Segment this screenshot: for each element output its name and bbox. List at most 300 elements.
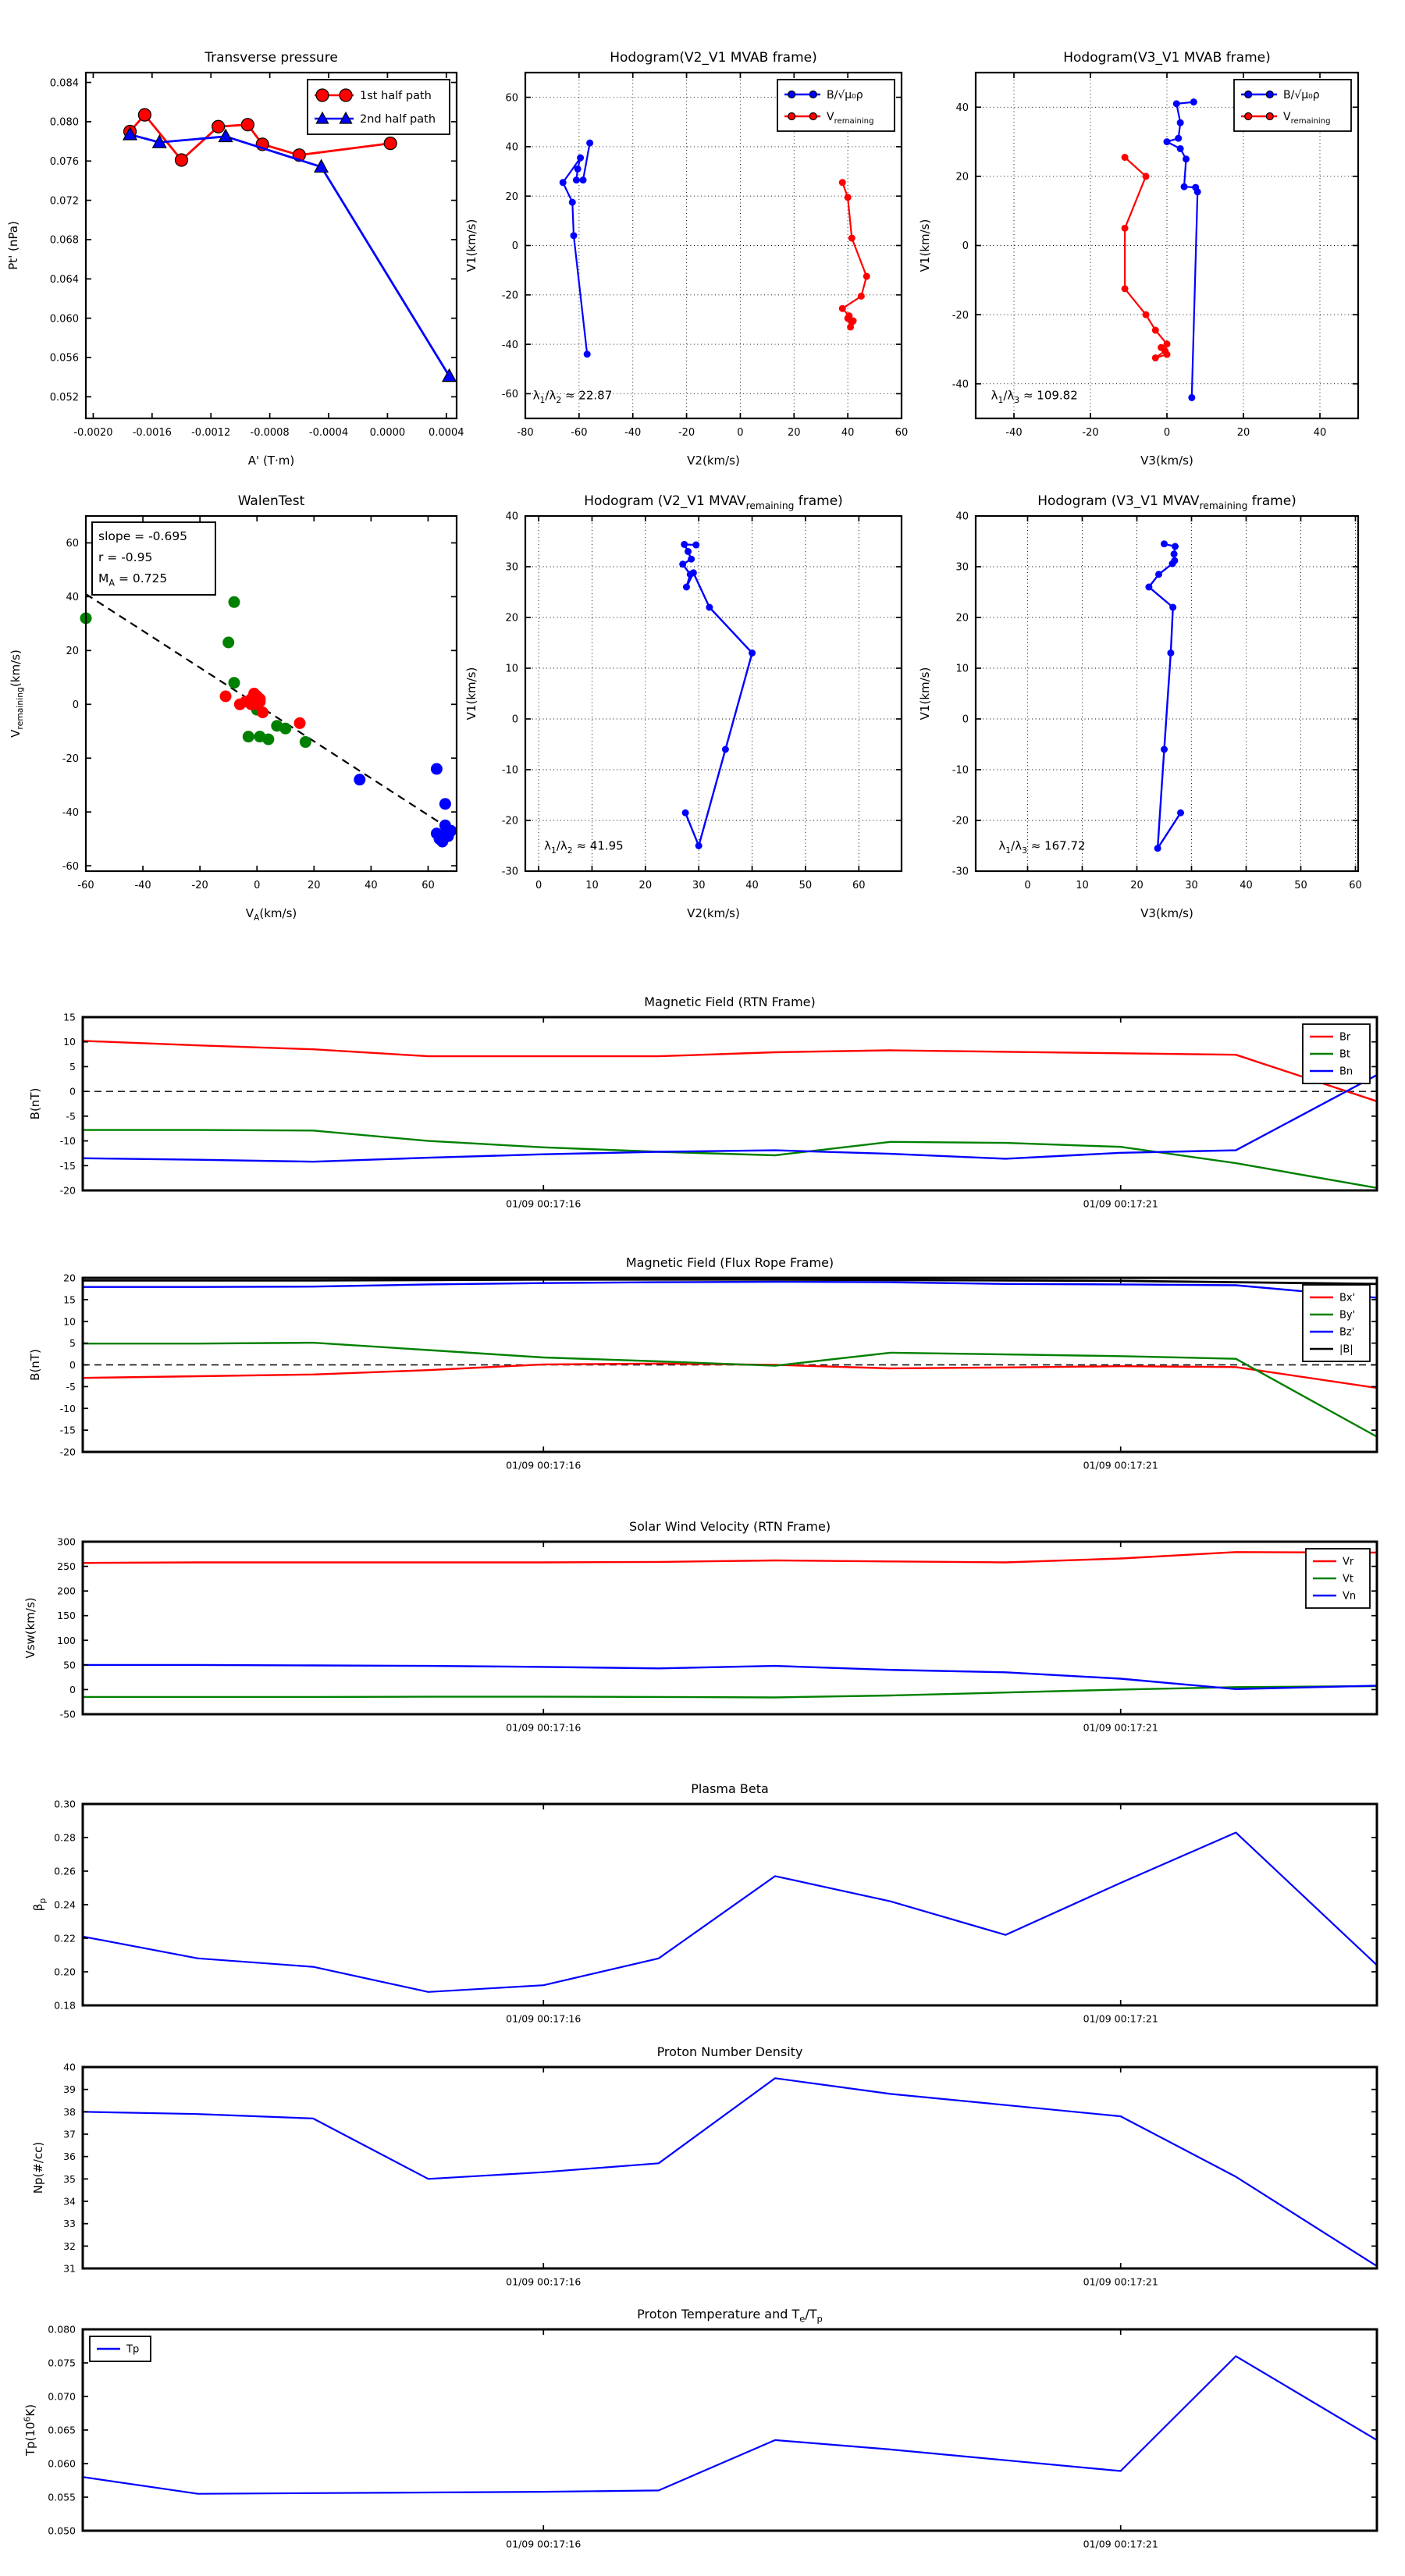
circle-marker bbox=[584, 350, 591, 358]
y-tick-label: 100 bbox=[57, 1634, 76, 1646]
y-tick-label: 0 bbox=[69, 1359, 76, 1371]
fit-line-line bbox=[86, 594, 457, 834]
y-tick-label: -10 bbox=[59, 1135, 76, 1147]
bz-line bbox=[83, 1282, 1377, 1298]
y-tick-label: 0.060 bbox=[48, 2457, 76, 2470]
x-tick-label: -40 bbox=[1005, 427, 1023, 439]
y-tick-label: -15 bbox=[59, 1424, 76, 1436]
y-tick-label: -10 bbox=[59, 1402, 76, 1414]
circle-marker bbox=[1122, 154, 1129, 161]
y-tick-label: 40 bbox=[505, 141, 518, 154]
circle-marker bbox=[1158, 344, 1165, 351]
bn-line bbox=[83, 1075, 1377, 1162]
y-tick-label: 40 bbox=[505, 511, 518, 523]
legend-label: $V_{remaining}$ bbox=[827, 111, 874, 126]
x-tick-label: 0 bbox=[1163, 427, 1171, 439]
x-tick-label: -0.0012 bbox=[191, 427, 231, 439]
circle-marker bbox=[574, 165, 582, 173]
y-tick-label: 20 bbox=[955, 171, 969, 183]
stats-text: $M_A = 0.725$ bbox=[98, 571, 168, 589]
circle-marker bbox=[722, 746, 729, 753]
x-tick-label: -0.0016 bbox=[132, 427, 172, 439]
y-tick-label: 0 bbox=[962, 713, 969, 726]
y-tick-label: -5 bbox=[66, 1110, 76, 1123]
y-tick-label: 0.22 bbox=[54, 1932, 76, 1944]
circle-marker bbox=[1192, 184, 1199, 191]
x-tick-label: 40 bbox=[1240, 880, 1253, 891]
circle-marker bbox=[1161, 540, 1168, 547]
vremaining-line bbox=[1125, 158, 1167, 358]
circle-marker bbox=[1164, 138, 1171, 145]
y-tick-label: 0 bbox=[962, 240, 969, 253]
x-axis-label: V2(km/s) bbox=[687, 454, 740, 468]
circle-marker bbox=[1169, 560, 1176, 568]
y-tick-label: 40 bbox=[63, 2061, 76, 2073]
proton-temperature-plot bbox=[22, 2307, 1377, 2550]
y-tick-label: 0 bbox=[511, 713, 518, 726]
x-tick-label: -40 bbox=[134, 880, 151, 891]
y-tick-label: 0.050 bbox=[48, 2524, 76, 2537]
x-tick-label: 40 bbox=[365, 880, 378, 891]
y-tick-label: 31 bbox=[63, 2262, 76, 2275]
circle-marker bbox=[354, 774, 365, 785]
walen-test-plot bbox=[9, 493, 457, 923]
circle-marker bbox=[294, 717, 306, 729]
y-tick-label: 0.26 bbox=[54, 1865, 76, 1877]
chart-title: Magnetic Field (Flux Rope Frame) bbox=[625, 1255, 834, 1270]
x-axis-label: $V_A(km/s)$ bbox=[245, 906, 297, 923]
x-tick-label: 40 bbox=[841, 427, 855, 439]
circle-marker bbox=[300, 736, 311, 748]
circle-marker bbox=[1183, 155, 1190, 162]
x-tick-label: -80 bbox=[517, 427, 534, 439]
y-tick-label: 0.068 bbox=[49, 234, 79, 247]
circle-marker bbox=[577, 155, 584, 162]
y-tick-label: -40 bbox=[62, 806, 79, 819]
x-tick-label: -20 bbox=[191, 880, 208, 891]
circle-marker bbox=[681, 541, 688, 548]
x-tick-label: -20 bbox=[1082, 427, 1099, 439]
plot-frame bbox=[83, 2067, 1377, 2268]
plasma-beta-plot bbox=[31, 1781, 1377, 2025]
y-axis-label: B(nT) bbox=[28, 1087, 42, 1120]
circle-marker bbox=[1190, 98, 1197, 105]
y-tick-label: 10 bbox=[63, 1315, 76, 1328]
x-tick-label: 0 bbox=[1024, 880, 1031, 891]
x-tick-label: 0 bbox=[535, 880, 542, 891]
circle-marker bbox=[1177, 119, 1184, 126]
chart-title: Hodogram(V3_V1 MVAB frame) bbox=[1063, 50, 1271, 66]
x-tick-label: 01/09 00:17:16 bbox=[506, 2012, 582, 2025]
circle-marker bbox=[573, 176, 580, 183]
y-tick-label: 5 bbox=[69, 1060, 76, 1073]
y-tick-label: 0.20 bbox=[54, 1966, 76, 1978]
y-axis-label: $Tp(10^6K)$ bbox=[22, 2403, 37, 2457]
circle-marker bbox=[690, 569, 697, 576]
circle-marker bbox=[809, 113, 816, 120]
chart-title: Magnetic Field (RTN Frame) bbox=[644, 994, 816, 1009]
triangle-marker bbox=[443, 369, 456, 382]
vt-line bbox=[83, 1686, 1377, 1698]
x-tick-label: -0.0008 bbox=[250, 427, 290, 439]
magnetic-field-fluxrope-plot bbox=[28, 1255, 1377, 1471]
legend-label: 1st half path bbox=[360, 90, 432, 103]
circle-marker bbox=[706, 604, 713, 611]
y-tick-label: -20 bbox=[501, 290, 518, 302]
circle-marker bbox=[788, 91, 795, 98]
circle-marker bbox=[839, 305, 846, 312]
y-tick-label: 0.064 bbox=[49, 273, 79, 286]
legend-label: Vt bbox=[1343, 1573, 1353, 1585]
circle-marker bbox=[1167, 649, 1174, 656]
y-tick-label: -20 bbox=[62, 753, 79, 765]
x-tick-label: 01/09 00:17:16 bbox=[506, 1721, 582, 1734]
y-tick-label: 250 bbox=[57, 1560, 76, 1573]
hodogram-v3v1-mvab-plot bbox=[918, 50, 1358, 468]
y-tick-label: 0.084 bbox=[49, 77, 79, 90]
transverse-pressure-plot bbox=[6, 50, 464, 468]
plot-frame bbox=[525, 516, 902, 871]
y-tick-label: 40 bbox=[955, 101, 969, 114]
legend-label: Tp bbox=[126, 2343, 140, 2356]
circle-marker bbox=[685, 548, 692, 555]
circle-marker bbox=[845, 315, 852, 322]
circle-marker bbox=[257, 706, 269, 718]
y-axis-label: V1(km/s) bbox=[918, 219, 932, 272]
x-tick-label: -20 bbox=[678, 427, 695, 439]
x-tick-label: 30 bbox=[692, 880, 706, 891]
chart-title: Transverse pressure bbox=[205, 50, 338, 66]
y-tick-label: -20 bbox=[951, 815, 969, 827]
circle-marker bbox=[1173, 100, 1180, 107]
y-tick-label: 20 bbox=[505, 190, 518, 203]
circle-marker bbox=[1164, 351, 1171, 358]
y-tick-label: 60 bbox=[66, 538, 79, 550]
lambda-annotation: $\lambda_1/\lambda_3 \approx 109.82$ bbox=[991, 388, 1078, 405]
y-axis-label: Vsw(km/s) bbox=[23, 1597, 37, 1659]
circle-marker bbox=[1171, 550, 1178, 557]
y-tick-label: 150 bbox=[57, 1610, 76, 1622]
circle-marker bbox=[229, 596, 240, 608]
y-tick-label: 10 bbox=[955, 663, 969, 675]
circle-marker bbox=[858, 293, 865, 300]
x-tick-label: 20 bbox=[788, 427, 801, 439]
x-tick-label: -60 bbox=[571, 427, 588, 439]
y-tick-label: -5 bbox=[66, 1380, 76, 1393]
y-axis-label: $V_{remaining}(km/s)$ bbox=[9, 649, 26, 738]
lambda-annotation: $\lambda_1/\lambda_2 \approx 22.87$ bbox=[532, 388, 613, 405]
circle-marker bbox=[220, 690, 232, 702]
legend-label: Bn bbox=[1339, 1066, 1353, 1078]
by-line bbox=[83, 1343, 1377, 1436]
circle-marker bbox=[688, 556, 695, 563]
y-tick-label: 33 bbox=[63, 2218, 76, 2230]
y-tick-label: -20 bbox=[951, 309, 969, 322]
legend-label: Bt bbox=[1339, 1048, 1351, 1061]
y-tick-label: 37 bbox=[63, 2128, 76, 2140]
x-tick-label: 50 bbox=[799, 880, 813, 891]
chart-title: WalenTest bbox=[237, 493, 305, 509]
y-tick-label: -10 bbox=[501, 764, 518, 777]
circle-marker bbox=[229, 677, 240, 688]
legend-label: Vr bbox=[1343, 1556, 1354, 1568]
x-tick-label: 01/09 00:17:16 bbox=[506, 2275, 582, 2288]
y-axis-label: V1(km/s) bbox=[464, 667, 478, 720]
stats-text: r = -0.95 bbox=[98, 550, 153, 564]
y-tick-label: 32 bbox=[63, 2240, 76, 2252]
x-tick-label: 01/09 00:17:21 bbox=[1083, 2275, 1158, 2288]
circle-marker bbox=[431, 763, 443, 775]
y-tick-label: 0.072 bbox=[49, 195, 79, 208]
circle-marker bbox=[262, 734, 274, 745]
y-tick-label: 0.052 bbox=[49, 391, 79, 404]
y-tick-label: -60 bbox=[62, 860, 79, 873]
plot-frame bbox=[83, 1804, 1377, 2005]
x-tick-label: 60 bbox=[1349, 880, 1362, 891]
circle-marker bbox=[1188, 394, 1195, 401]
circle-marker bbox=[212, 120, 225, 133]
y-tick-label: 0 bbox=[72, 699, 79, 711]
chart-title: Proton Number Density bbox=[656, 2044, 803, 2059]
y-tick-label: 10 bbox=[63, 1036, 76, 1048]
circle-marker bbox=[1266, 113, 1273, 120]
y-tick-label: 40 bbox=[955, 511, 969, 523]
y-tick-label: 0 bbox=[511, 240, 518, 253]
circle-marker bbox=[1154, 845, 1161, 852]
x-tick-label: 40 bbox=[1313, 427, 1327, 439]
x-tick-label: 20 bbox=[1236, 427, 1250, 439]
x-tick-label: -60 bbox=[77, 880, 94, 891]
x-tick-label: 20 bbox=[1130, 880, 1144, 891]
y-tick-label: 39 bbox=[63, 2083, 76, 2096]
vremaining-line bbox=[842, 183, 866, 327]
x-tick-label: 0.0004 bbox=[429, 427, 464, 439]
x-tick-label: 0.0000 bbox=[369, 427, 406, 439]
circle-marker bbox=[692, 542, 699, 549]
chart-title: Hodogram (V2_V1 $MVAV_{remaining}$ frame) bbox=[584, 493, 843, 511]
circle-marker bbox=[845, 194, 852, 201]
legend-label: Bz' bbox=[1339, 1326, 1355, 1339]
stats-text: slope = -0.695 bbox=[98, 529, 188, 543]
circle-marker bbox=[243, 731, 254, 742]
y-tick-label: 0.056 bbox=[49, 352, 79, 365]
circle-marker bbox=[1143, 311, 1150, 318]
circle-marker bbox=[241, 119, 254, 131]
circle-marker bbox=[1145, 584, 1152, 591]
circle-marker bbox=[788, 113, 795, 120]
legend-label: $V_{remaining}$ bbox=[1283, 111, 1331, 126]
chart-title: Proton Temperature and $T_e/T_p$ bbox=[637, 2307, 823, 2325]
chart-title: Plasma Beta bbox=[691, 1781, 769, 1796]
circle-marker bbox=[848, 235, 855, 242]
y-tick-label: 34 bbox=[63, 2195, 76, 2208]
y-tick-label: 0.075 bbox=[48, 2357, 76, 2369]
circle-marker bbox=[749, 649, 756, 656]
y-tick-label: 20 bbox=[66, 646, 79, 658]
circle-marker bbox=[279, 723, 291, 735]
legend-label: Br bbox=[1339, 1031, 1351, 1044]
x-tick-label: 01/09 00:17:21 bbox=[1083, 2012, 1158, 2025]
legend-label: 2nd half path bbox=[360, 113, 436, 126]
x-tick-label: 10 bbox=[585, 880, 599, 891]
circle-marker bbox=[809, 91, 816, 98]
x-tick-label: 20 bbox=[638, 880, 653, 891]
plot-frame bbox=[83, 1017, 1377, 1190]
y-tick-label: -20 bbox=[501, 815, 518, 827]
x-tick-label: -0.0004 bbox=[308, 427, 349, 439]
y-tick-label: -50 bbox=[59, 1708, 76, 1720]
x-axis-label: V3(km/s) bbox=[1140, 906, 1193, 920]
tp-line bbox=[83, 2356, 1377, 2493]
y-tick-label: 20 bbox=[63, 1272, 76, 1284]
solar-wind-velocity-plot bbox=[23, 1519, 1377, 1734]
y-tick-label: -30 bbox=[951, 866, 969, 878]
y-axis-label: B(nT) bbox=[28, 1349, 42, 1381]
plot-frame bbox=[83, 2329, 1377, 2531]
y-axis-label: V1(km/s) bbox=[918, 667, 932, 720]
circle-marker bbox=[863, 273, 870, 280]
circle-marker bbox=[1122, 285, 1129, 292]
circle-marker bbox=[1177, 809, 1184, 817]
y-tick-label: 40 bbox=[66, 592, 79, 604]
y-tick-label: 60 bbox=[505, 92, 518, 105]
legend-label: B/√μ₀ρ bbox=[1283, 89, 1320, 102]
y-tick-label: 15 bbox=[63, 1293, 76, 1306]
circle-marker bbox=[560, 179, 567, 186]
legend-box bbox=[308, 80, 450, 134]
legend-label: |B| bbox=[1339, 1343, 1353, 1356]
circle-marker bbox=[176, 154, 188, 166]
bx-line bbox=[83, 1364, 1377, 1388]
legend-label: By' bbox=[1339, 1309, 1356, 1322]
circle-marker bbox=[695, 842, 702, 849]
circle-marker bbox=[1181, 183, 1188, 190]
x-tick-label: 01/09 00:17:21 bbox=[1083, 1459, 1158, 1471]
y-axis-label: Np(#/cc) bbox=[31, 2141, 45, 2194]
proton-number-density-plot bbox=[31, 2044, 1377, 2288]
x-tick-label: 60 bbox=[895, 427, 909, 439]
legend-label: Bx' bbox=[1339, 1292, 1356, 1304]
circle-marker bbox=[1152, 327, 1159, 334]
x-tick-label: 60 bbox=[852, 880, 866, 891]
x-tick-label: -0.0020 bbox=[73, 427, 113, 439]
circle-marker bbox=[439, 798, 451, 809]
x-tick-label: 01/09 00:17:16 bbox=[506, 1459, 582, 1471]
circle-marker bbox=[679, 560, 686, 568]
y-tick-label: 20 bbox=[505, 612, 518, 624]
x-tick-label: 01/09 00:17:16 bbox=[506, 1197, 582, 1210]
x-tick-label: 60 bbox=[422, 880, 435, 891]
chart-title: Hodogram(V2_V1 MVAB frame) bbox=[610, 50, 817, 66]
lambda-annotation: $\lambda_1/\lambda_2 \approx 41.95$ bbox=[544, 838, 624, 856]
chart-title: Solar Wind Velocity (RTN Frame) bbox=[628, 1519, 831, 1534]
y-axis-label: $\beta_p$ bbox=[31, 1898, 48, 1912]
y-tick-label: 0.28 bbox=[54, 1831, 76, 1844]
circle-marker bbox=[682, 809, 689, 817]
v-path-line bbox=[1149, 544, 1181, 849]
y-tick-label: -30 bbox=[501, 866, 518, 878]
y-tick-label: 15 bbox=[63, 1011, 76, 1023]
x-tick-label: 10 bbox=[1076, 880, 1089, 891]
x-tick-label: 30 bbox=[1185, 880, 1198, 891]
y-tick-label: 0.065 bbox=[48, 2424, 76, 2436]
2nd-half-path-line bbox=[130, 134, 450, 376]
lambda-annotation: $\lambda_1/\lambda_3 \approx 167.72$ bbox=[998, 838, 1086, 856]
circle-marker bbox=[586, 140, 593, 147]
circle-marker bbox=[443, 831, 454, 842]
hodogram-v2v1-mvab-plot bbox=[464, 50, 908, 468]
y-tick-label: 0.080 bbox=[48, 2323, 76, 2336]
y-tick-label: -40 bbox=[951, 379, 969, 391]
circle-marker bbox=[254, 693, 265, 705]
circle-marker bbox=[1169, 604, 1176, 611]
legend-label: Vn bbox=[1343, 1590, 1357, 1603]
circle-marker bbox=[683, 584, 690, 591]
circle-marker bbox=[1245, 113, 1252, 120]
beta-p-line bbox=[83, 1833, 1377, 1992]
circle-marker bbox=[1122, 225, 1129, 232]
y-tick-label: -15 bbox=[59, 1159, 76, 1172]
y-tick-label: 38 bbox=[63, 2105, 76, 2118]
circle-marker bbox=[316, 89, 329, 101]
x-tick-label: 01/09 00:17:21 bbox=[1083, 1721, 1158, 1734]
y-tick-label: 5 bbox=[69, 1337, 76, 1350]
x-axis-label: V2(km/s) bbox=[687, 906, 740, 920]
y-tick-label: 300 bbox=[57, 1535, 76, 1548]
circle-marker bbox=[580, 176, 587, 183]
y-tick-label: 0 bbox=[69, 1085, 76, 1098]
circle-marker bbox=[1155, 571, 1162, 578]
circle-marker bbox=[340, 89, 352, 101]
magnetic-field-rtn-plot bbox=[28, 994, 1377, 1210]
circle-marker bbox=[1172, 543, 1179, 550]
x-tick-label: 0 bbox=[254, 880, 261, 891]
y-tick-label: -20 bbox=[59, 1446, 76, 1458]
y-tick-label: 20 bbox=[955, 612, 969, 624]
vn-line bbox=[83, 1665, 1377, 1689]
x-tick-label: 01/09 00:17:21 bbox=[1083, 1197, 1158, 1210]
circle-marker bbox=[384, 137, 397, 150]
y-tick-label: 10 bbox=[505, 663, 518, 675]
y-tick-label: 0.055 bbox=[48, 2491, 76, 2503]
y-tick-label: 200 bbox=[57, 1585, 76, 1597]
y-tick-label: 0.070 bbox=[48, 2390, 76, 2403]
circle-marker bbox=[839, 179, 846, 186]
y-tick-label: 0.060 bbox=[49, 313, 79, 326]
v-path-line bbox=[683, 544, 752, 845]
x-tick-label: 0 bbox=[737, 427, 744, 439]
circle-marker bbox=[1161, 746, 1168, 753]
circle-marker bbox=[1152, 354, 1159, 361]
y-tick-label: 0.24 bbox=[54, 1898, 76, 1911]
x-tick-label: 40 bbox=[745, 880, 759, 891]
y-tick-label: -10 bbox=[951, 764, 969, 777]
np-line bbox=[83, 2078, 1377, 2266]
circle-marker bbox=[1175, 135, 1182, 142]
y-tick-label: 0 bbox=[69, 1683, 76, 1695]
circle-marker bbox=[1177, 145, 1184, 152]
y-tick-label: 0.080 bbox=[49, 116, 79, 129]
circle-marker bbox=[222, 637, 234, 649]
x-tick-label: 01/09 00:17:21 bbox=[1083, 2538, 1158, 2550]
y-tick-label: 0.18 bbox=[54, 1999, 76, 2012]
y-tick-label: 0.076 bbox=[49, 155, 79, 168]
circle-marker bbox=[569, 199, 576, 206]
y-tick-label: 30 bbox=[955, 561, 969, 574]
y-tick-label: 35 bbox=[63, 2172, 76, 2185]
y-tick-label: -40 bbox=[501, 339, 518, 351]
circle-marker bbox=[1245, 91, 1252, 98]
